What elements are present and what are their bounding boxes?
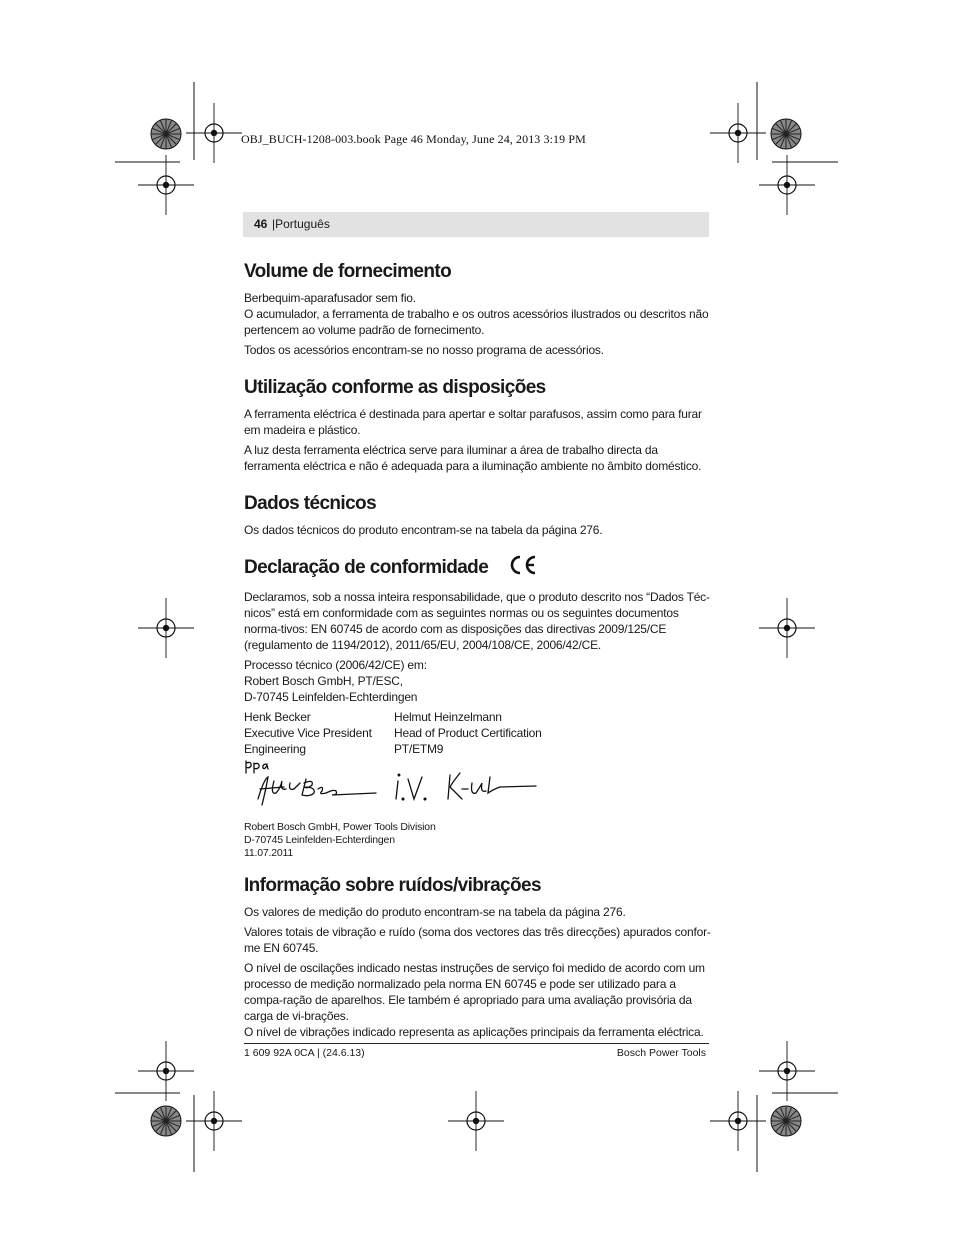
tech-file-line3: D-70745 Leinfelden-Echterdingen xyxy=(244,690,418,704)
declaracao-title: Declaração de conformidade xyxy=(244,557,489,578)
header-separator: | xyxy=(272,217,276,231)
utilizacao-p2: A luz desta ferramenta eléctrica serve para iluminar a área de trabalho directa da ferramenta eléctrica e não é adequada para a iluminação ambiente no âmbito doméstico. xyxy=(244,443,702,473)
company-address: D-70745 Leinfelden-Echterdingen xyxy=(244,834,395,846)
heading-utilizacao: Utilização conforme as disposições xyxy=(244,377,546,398)
language-label: Português xyxy=(275,217,330,231)
ruidos-p3: O nível de oscilações indicado nestas instruções de serviço foi medido de acordo com um processo de medição normalizado pela norma EN 60745 e pode ser utilizado para a compa-ração de aparelhos. Ele também é apropriado para uma avaliação provisória da carga de vi-brações. xyxy=(244,961,705,1023)
page-content xyxy=(244,258,712,1040)
handwritten-signatures xyxy=(244,759,712,821)
ce-mark-icon xyxy=(508,554,538,585)
tech-file-line1: Processo técnico (2006/42/CE) em: xyxy=(244,658,427,672)
page-number: 46 xyxy=(254,217,268,231)
footer-brand: Bosch Power Tools xyxy=(616,1047,706,1059)
signer2-title: Head of Product Certification xyxy=(394,726,542,740)
ruidos-p1: Os valores de medição do produto encontram-se na tabela da página 276. xyxy=(244,905,626,919)
volume-p1a: Berbequim-aparafusador sem fio. xyxy=(244,291,416,305)
print-slug: OBJ_BUCH-1208-003.book Page 46 Monday, June 24, 2013 3:19 PM xyxy=(241,132,586,146)
signatory-2 xyxy=(394,709,594,757)
volume-p1b: O acumulador, a ferramenta de trabalho e os outros acessórios ilustrados ou descritos não pertencem ao volume padrão de fornecimento. xyxy=(244,307,709,337)
ruidos-p2: Valores totais de vibração e ruído (soma dos vectores das três direcções) apurados confor-me EN 60745. xyxy=(244,925,711,955)
declaracao-p1: Declaramos, sob a nossa inteira responsabilidade, que o produto descrito nos “Dados Téc-nicos” está em conformidade com as seguintes normas ou os seguintes documentos norma-tivos: EN 60745 de acordo com as disposições das directivas 2009/125/CE (regulamento de 1194/2012), 2011/65/EU, 2004/108/CE, 2006/42/CE. xyxy=(244,590,710,652)
signer1-dept: Engineering xyxy=(244,742,306,756)
signer1-name: Henk Becker xyxy=(244,710,311,724)
heading-ruidos: Informação sobre ruídos/vibrações xyxy=(244,875,541,896)
signature-image xyxy=(244,759,544,821)
ruidos-p4: O nível de vibrações indicado representa as aplicações principais da ferramenta eléctrica. xyxy=(244,1025,704,1039)
signatories xyxy=(244,709,712,757)
heading-dados: Dados técnicos xyxy=(244,493,377,514)
utilizacao-p1: A ferramenta eléctrica é destinada para apertar e soltar parafusos, assim como para furar em madeira e plástico. xyxy=(244,407,702,437)
heading-volume: Volume de fornecimento xyxy=(244,261,452,282)
company-name: Robert Bosch GmbH, Power Tools Division xyxy=(244,821,436,833)
header-language xyxy=(272,217,330,231)
footer-rule xyxy=(244,1043,709,1044)
dados-p1: Os dados técnicos do produto encontram-se na tabela da página 276. xyxy=(244,523,603,537)
volume-p2: Todos os acessórios encontram-se no nosso programa de acessórios. xyxy=(244,343,604,357)
signer2-dept: PT/ETM9 xyxy=(394,742,444,756)
signer1-title: Executive Vice President xyxy=(244,726,372,740)
declaration-date: 11.07.2011 xyxy=(244,847,293,859)
tech-file-line2: Robert Bosch GmbH, PT/ESC, xyxy=(244,674,403,688)
signatory-1 xyxy=(244,709,394,757)
heading-declaracao xyxy=(244,554,712,585)
signer2-name: Helmut Heinzelmann xyxy=(394,710,502,724)
footer-doc-number: 1 609 92A 0CA | (24.6.13) xyxy=(244,1047,365,1059)
